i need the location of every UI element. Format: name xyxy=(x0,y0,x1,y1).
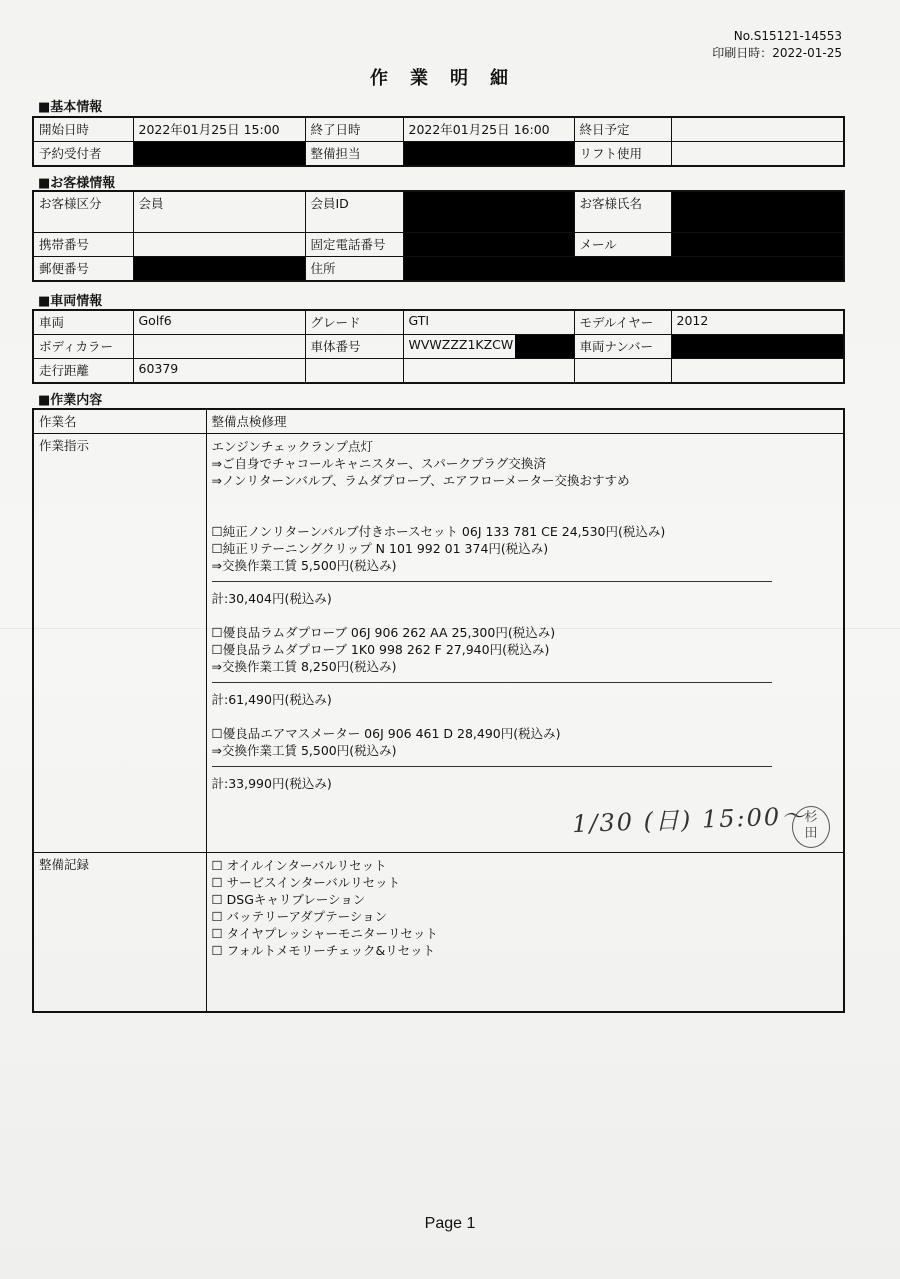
redacted-address xyxy=(403,257,844,282)
section-basic-info: ■基本情報 xyxy=(38,100,103,115)
record-checkbox-item[interactable]: ☐ タイヤプレッシャーモニターリセット xyxy=(211,926,438,941)
basic-info-table xyxy=(32,116,845,167)
redacted-zip xyxy=(133,257,305,282)
record-checkbox-item[interactable]: ☐ オイルインターバルリセット xyxy=(211,858,387,873)
divider xyxy=(212,766,772,767)
instruction-line: ⇒交換作業工賃 5,500円(税込み) xyxy=(211,743,397,758)
allday-label: 終日予定 xyxy=(574,117,671,142)
empty-cell xyxy=(671,359,844,384)
address-label: 住所 xyxy=(305,257,403,282)
divider xyxy=(212,682,772,683)
document-header-meta xyxy=(712,28,842,62)
mobile-label: 携帯番号 xyxy=(33,233,133,257)
work-instruction-label: 作業指示 xyxy=(33,434,206,853)
seal-text: 杉田 xyxy=(804,810,818,841)
zip-label: 郵便番号 xyxy=(33,257,133,282)
section-work-contents: ■作業内容 xyxy=(38,393,103,408)
subtotal-line: 計:33,990円(税込み) xyxy=(211,776,332,791)
section-vehicle-info: ■車両情報 xyxy=(38,294,103,309)
mileage-value: 60379 xyxy=(133,359,305,384)
lift-label: リフト使用 xyxy=(574,142,671,167)
instruction-line: ⇒交換作業工賃 8,250円(税込み) xyxy=(211,659,397,674)
customer-name-label: お客様氏名 xyxy=(574,191,671,233)
checkbox-item[interactable]: ☐優良品エアマスメーター 06J 906 461 D 28,490円(税込み) xyxy=(211,726,561,741)
checkbox-item[interactable]: ☐優良品ラムダプローブ 1K0 998 262 F 27,940円(税込み) xyxy=(211,642,550,657)
vin-value: WVWZZZ1KZCW xyxy=(408,337,514,352)
redacted-member-id xyxy=(403,191,574,233)
record-checkbox-item[interactable]: ☐ フォルトメモリーチェック&リセット xyxy=(211,943,436,958)
car-label: 車両 xyxy=(33,310,133,335)
page-title: 作業明細 xyxy=(370,68,530,89)
allday-value xyxy=(671,117,844,142)
start-datetime-value: 2022年01月25日 15:00 xyxy=(133,117,305,142)
redacted-plate xyxy=(671,335,844,359)
empty-cell xyxy=(574,359,671,384)
instruction-line: エンジンチェックランプ点灯 xyxy=(211,439,374,454)
member-id-label: 会員ID xyxy=(305,191,403,233)
customer-info-table xyxy=(32,190,845,282)
name-seal-stamp xyxy=(792,806,830,848)
work-instruction-body xyxy=(206,434,844,853)
mechanic-label: 整備担当 xyxy=(305,142,403,167)
vin-cell xyxy=(403,335,574,359)
lift-value xyxy=(671,142,844,167)
mobile-value xyxy=(133,233,305,257)
redacted-mail xyxy=(671,233,844,257)
subtotal-line: 計:61,490円(税込み) xyxy=(211,692,332,707)
redacted-mechanic xyxy=(403,142,574,167)
record-checkbox-item[interactable]: ☐ バッテリーアダプテーション xyxy=(211,909,388,924)
redacted-phone xyxy=(403,233,574,257)
instruction-line: ⇒ノンリターンバルブ、ラムダプローブ、エアフローメーター交換おすすめ xyxy=(211,473,630,488)
page-number: Page 1 xyxy=(424,1215,476,1232)
print-date: 印刷日時：2022-01-25 xyxy=(712,46,842,60)
mileage-label: 走行距離 xyxy=(33,359,133,384)
maintenance-record-label: 整備記録 xyxy=(33,853,206,1013)
body-color-label: ボディカラー xyxy=(33,335,133,359)
section-customer-info: ■お客様情報 xyxy=(38,176,116,191)
maintenance-record-body xyxy=(206,853,844,1013)
empty-cell xyxy=(403,359,574,384)
instruction-line: ⇒交換作業工賃 5,500円(税込み) xyxy=(211,558,397,573)
redacted-reception xyxy=(133,142,305,167)
grade-label: グレード xyxy=(305,310,403,335)
car-value: Golf6 xyxy=(133,310,305,335)
handwritten-appointment-note: 1/30 (日) 15:00〜 xyxy=(571,801,808,839)
mail-label: メール xyxy=(574,233,671,257)
end-datetime-value: 2022年01月25日 16:00 xyxy=(403,117,574,142)
record-checkbox-item[interactable]: ☐ サービスインターバルリセット xyxy=(211,875,401,890)
customer-type-value: 会員 xyxy=(133,191,305,233)
checkbox-item[interactable]: ☐純正リテーニングクリップ N 101 992 01 374円(税込み) xyxy=(211,541,549,556)
model-year-label: モデルイヤー xyxy=(574,310,671,335)
subtotal-line: 計:30,404円(税込み) xyxy=(211,591,332,606)
model-year-value: 2012 xyxy=(671,310,844,335)
redacted-vin-suffix xyxy=(515,335,574,358)
record-checkbox-item[interactable]: ☐ DSGキャリブレーション xyxy=(211,892,366,907)
vin-label: 車体番号 xyxy=(305,335,403,359)
end-datetime-label: 終了日時 xyxy=(305,117,403,142)
redacted-customer-name xyxy=(671,191,844,233)
customer-type-label: お客様区分 xyxy=(33,191,133,233)
plate-label: 車両ナンバー xyxy=(574,335,671,359)
work-name-value: 整備点検修理 xyxy=(206,409,844,434)
instruction-line: ⇒ご自身でチャコールキャニスター、スパークプラグ交換済 xyxy=(211,456,546,471)
work-name-label: 作業名 xyxy=(33,409,206,434)
checkbox-item[interactable]: ☐優良品ラムダプローブ 06J 906 262 AA 25,300円(税込み) xyxy=(211,625,556,640)
checkbox-item[interactable]: ☐純正ノンリターンバルブ付きホースセット 06J 133 781 CE 24,530円(税込み) xyxy=(211,524,666,539)
work-contents-table xyxy=(32,408,845,1013)
reception-label: 予約受付者 xyxy=(33,142,133,167)
document-number: No.S15121-14553 xyxy=(733,29,842,43)
divider xyxy=(212,581,772,582)
start-datetime-label: 開始日時 xyxy=(33,117,133,142)
empty-cell xyxy=(305,359,403,384)
phone-label: 固定電話番号 xyxy=(305,233,403,257)
body-color-value xyxy=(133,335,305,359)
vehicle-info-table xyxy=(32,309,845,384)
grade-value: GTI xyxy=(403,310,574,335)
